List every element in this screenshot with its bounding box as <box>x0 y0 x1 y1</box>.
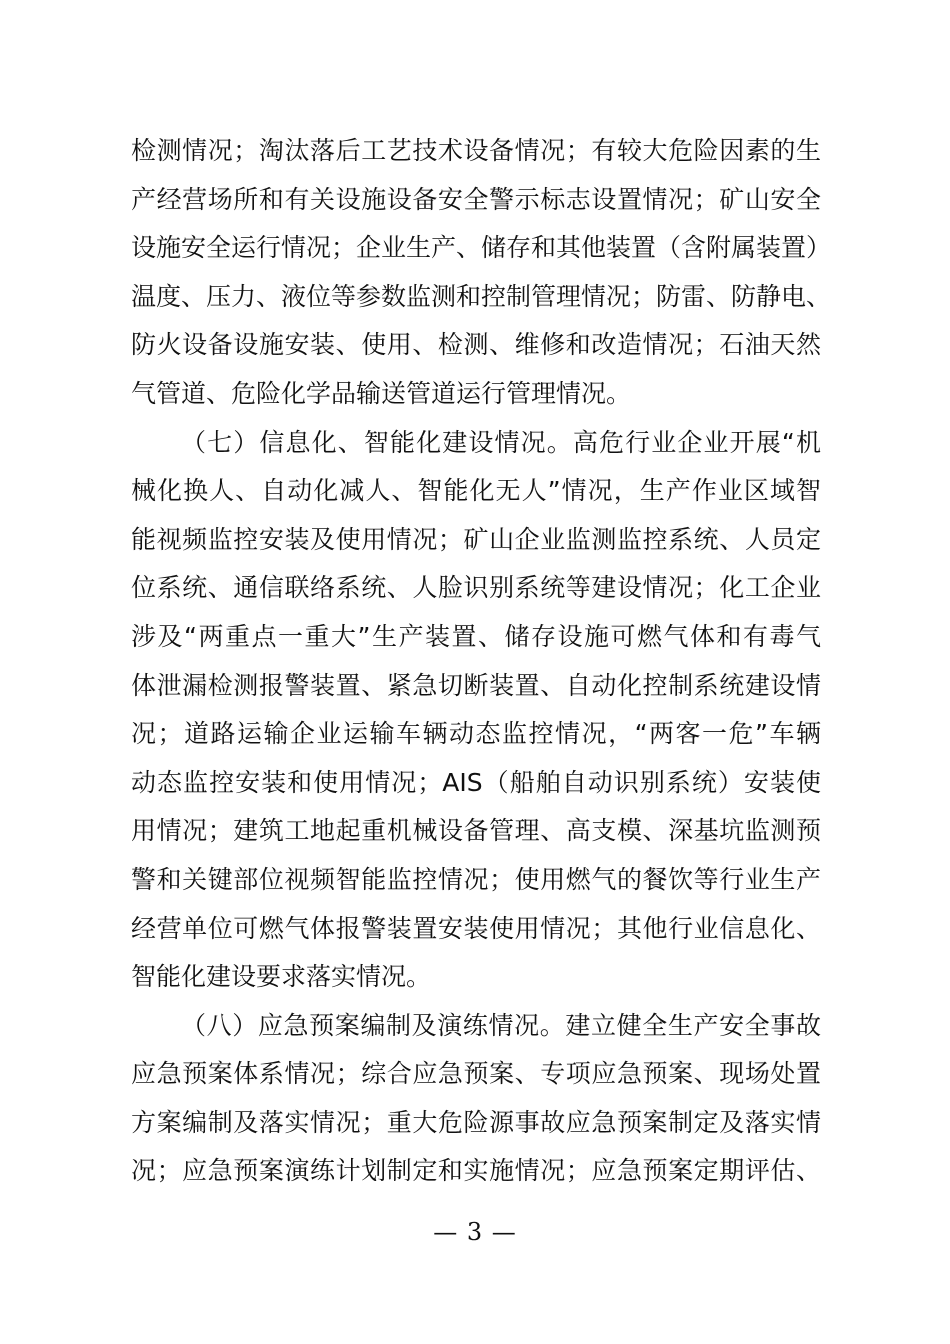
text-line: 况；道路运输企业运输车辆动态监控情况，“两客一危”车辆 <box>131 719 821 749</box>
text-line: 况；应急预案演练计划制定和实施情况；应急预案定期评估、 <box>131 1156 821 1186</box>
text-line: 防火设备设施安装、使用、检测、维修和改造情况；石油天然 <box>131 330 821 360</box>
text-line: 涉及“两重点一重大”生产装置、储存设施可燃气体和有毒气 <box>131 621 821 651</box>
text-line: 警和关键部位视频智能监控情况；使用燃气的餐饮等行业生产 <box>131 864 821 894</box>
text-line: 检测情况；淘汰落后工艺技术设备情况；有较大危险因素的生 <box>131 136 821 165</box>
text-line: 动态监控安装和使用情况；AIS（船舶自动识别系统）安装使 <box>131 767 821 797</box>
document-body <box>131 127 832 1196</box>
paragraph-section-8 <box>131 1002 821 1196</box>
text-line: 能视频监控安装及使用情况；矿山企业监测监控系统、人员定 <box>131 524 821 554</box>
page-number: — 3 — <box>433 1218 517 1246</box>
text-line: 用情况；建筑工地起重机械设备管理、高支模、深基坑监测预 <box>131 816 821 846</box>
text-line: 应急预案体系情况；综合应急预案、专项应急预案、现场处置 <box>131 1059 821 1089</box>
text-line: 温度、压力、液位等参数监测和控制管理情况；防雷、防静电、 <box>131 281 832 311</box>
text-line: 经营单位可燃气体报警装置安装使用情况；其他行业信息化、 <box>131 913 821 943</box>
text-line: 设施安全运行情况；企业生产、储存和其他装置（含附属装置） <box>131 233 832 263</box>
text-line: 械化换人、自动化减人、智能化无人”情况，生产作业区域智 <box>131 476 821 506</box>
text-line: 气管道、危险化学品输送管道运行管理情况。 <box>131 378 632 408</box>
text-line: （八）应急预案编制及演练情况。建立健全生产安全事故 <box>181 1010 821 1040</box>
text-line: 方案编制及落实情况；重大危险源事故应急预案制定及落实情 <box>131 1107 821 1137</box>
text-line: 体泄漏检测报警装置、紧急切断装置、自动化控制系统建设情 <box>131 670 821 700</box>
text-line: 产经营场所和有关设施设备安全警示标志设置情况；矿山安全 <box>131 184 821 214</box>
text-line: 智能化建设要求落实情况。 <box>131 962 432 992</box>
paragraph-continued <box>131 127 832 419</box>
text-line: 位系统、通信联络系统、人脸识别系统等建设情况；化工企业 <box>131 573 821 603</box>
text-line: （七）信息化、智能化建设情况。高危行业企业开展“机 <box>181 427 821 457</box>
paragraph-section-7 <box>131 419 821 1002</box>
